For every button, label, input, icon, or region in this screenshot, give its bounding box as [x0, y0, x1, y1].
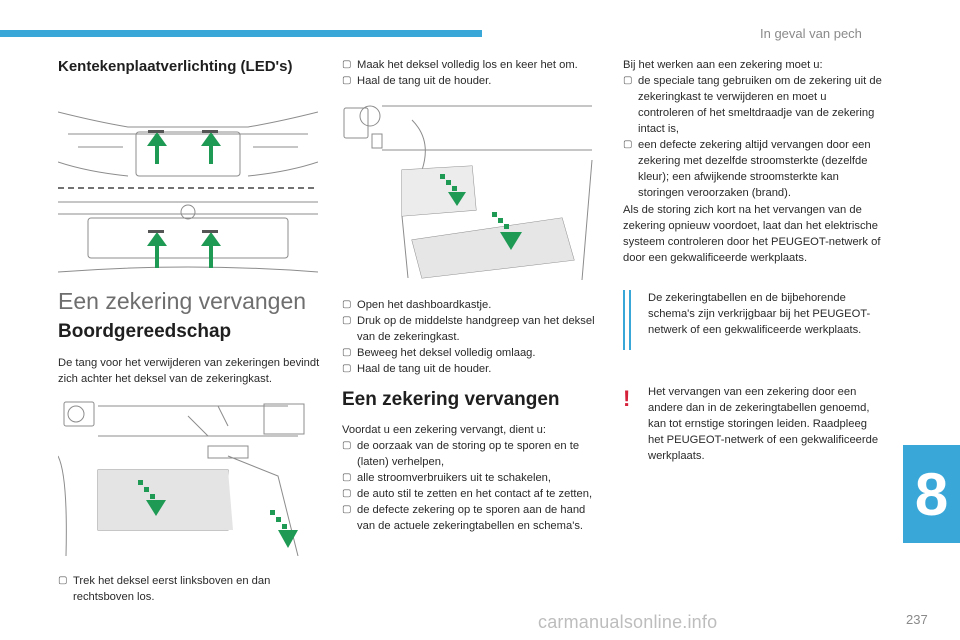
col3-step-list: [623, 73, 885, 201]
figure-fuse-cover-removal: [58, 396, 318, 556]
heading-replace-fuse-light: Een zekering vervangen: [58, 288, 307, 314]
info-bar-icon: [623, 290, 631, 350]
tools-text: De tang voor het verwijderen van zekeringen bevindt zich achter het deksel van de zekeringkast.: [58, 357, 320, 385]
warning-note-text: Het vervangen van een zekering door een andere dan in de zekeringtabellen genoemd, kan tot ernstige storingen leiden. Raadpleeg het PEUGEOT-netwerk of een gekwalificeerde werkplaats.: [648, 386, 879, 462]
page-number: 237: [906, 612, 928, 627]
checkbox-bullet-icon: ▢: [58, 575, 68, 586]
checkbox-bullet-icon: ▢: [342, 315, 352, 326]
checkbox-bullet-icon: ▢: [342, 299, 352, 310]
info-note-text: De zekeringtabellen en de bijbehorende schema's zijn verkrijgbaar bij het PEUGEOT-netwerk of een gekwalificeerde werkplaats.: [648, 292, 871, 336]
list-item: ▢ de auto stil te zetten en het contact af te zetten,: [342, 488, 593, 500]
col2-top-step-list: [342, 57, 607, 89]
list-item: ▢ Open het dashboardkastje.: [342, 299, 492, 311]
figure-glovebox-open: [342, 100, 602, 288]
chapter-tab: 8: [903, 445, 960, 543]
checkbox-bullet-icon: ▢: [623, 139, 633, 150]
checkbox-bullet-icon: ▢: [342, 75, 352, 86]
section-title: In geval van pech: [760, 26, 862, 41]
list-item: ▢ alle stroomverbruikers uit te schakelen,: [342, 472, 552, 484]
list-item: ▢ de oorzaak van de storing op te sporen en te (laten) verhelpen,: [342, 440, 580, 468]
list-item: ▢ Trek het deksel eerst linksboven en dan rechtsboven los.: [58, 575, 271, 603]
list-item: ▢ een defecte zekering altijd vervangen door een zekering met dezelfde stroomsterkte (dezelfde kleur); een afwijkende stroomsterkte kan storingen veroorzaken (brand).: [623, 139, 871, 199]
list-item: ▢ de speciale tang gebruiken om de zekering uit de zekeringkast te verwijderen en moet u controleren of het smeltdraadje van de zekering intact is,: [623, 75, 882, 135]
header-accent-bar: [0, 30, 482, 37]
info-note: [623, 290, 885, 370]
checkbox-bullet-icon: ▢: [342, 347, 352, 358]
watermark: carmanualsonline.info: [538, 612, 718, 632]
col3-after-text: Als de storing zich kort na het vervangen van de zekering opnieuw voordoet, laat dan het elektrische systeem controleren door het PEUGEOT-netwerk of door een gekwalificeerde werkplaats.: [623, 204, 881, 264]
col2-mid-step-list: [342, 297, 607, 377]
heading-license-plate-leds: Kentekenplaatverlichting (LED's): [58, 58, 293, 75]
figure-license-plate-lights: [58, 102, 318, 274]
list-item: ▢ Haal de tang uit de houder.: [342, 75, 492, 87]
warning-note: [623, 384, 885, 484]
col3-intro: Bij het werken aan een zekering moet u:: [623, 59, 823, 71]
checkbox-bullet-icon: ▢: [342, 440, 352, 451]
checkbox-bullet-icon: ▢: [623, 75, 633, 86]
list-item: ▢ de defecte zekering op te sporen aan de hand van de actuele zekeringtabellen en schema's.: [342, 504, 586, 532]
exclamation-icon: !: [623, 386, 631, 411]
col1-step-list: [58, 573, 318, 605]
list-item: ▢ Beweeg het deksel volledig omlaag.: [342, 347, 536, 359]
list-item: ▢ Druk op de middelste handgreep van het deksel van de zekeringkast.: [342, 315, 595, 343]
heading-replace-fuse: Een zekering vervangen: [342, 389, 560, 410]
checkbox-bullet-icon: ▢: [342, 504, 352, 515]
checkbox-bullet-icon: ▢: [342, 59, 352, 70]
list-item: ▢ Maak het deksel volledig los en keer het om.: [342, 59, 578, 71]
col2-intro: Voordat u een zekering vervangt, dient u:: [342, 424, 546, 436]
col2-bottom-step-list: [342, 438, 598, 534]
checkbox-bullet-icon: ▢: [342, 488, 352, 499]
list-item: ▢ Haal de tang uit de houder.: [342, 363, 492, 375]
checkbox-bullet-icon: ▢: [342, 363, 352, 374]
heading-tools: Boordgereedschap: [58, 321, 232, 342]
checkbox-bullet-icon: ▢: [342, 472, 352, 483]
